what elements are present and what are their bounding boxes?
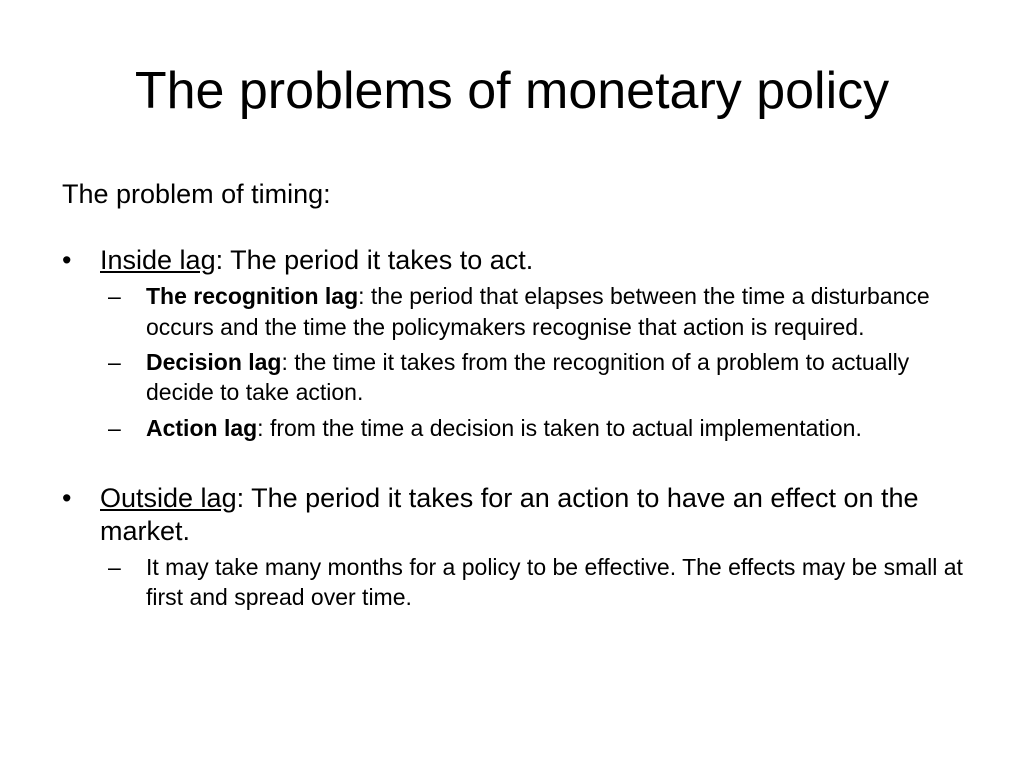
sub-bullet-text: : the time it takes from the recognition of a problem to actually decide to take action. (146, 349, 910, 406)
intro-text: The problem of timing: (62, 179, 331, 209)
slide-content (62, 178, 967, 618)
sub-bullet-list (62, 552, 967, 613)
sub-bullet-action-lag (62, 413, 967, 443)
bullet-term: Inside lag (100, 245, 216, 276)
sub-bullet-term: Action lag (146, 414, 258, 441)
slide-title: The problems of monetary policy (134, 62, 890, 120)
bullet-inside-lag (62, 244, 967, 277)
bullet-text: : The period it takes to act. (215, 245, 534, 276)
sub-bullet-text: : from the time a decision is taken to actual implementation. (257, 414, 862, 441)
sub-bullet-list (62, 281, 967, 443)
sub-bullet-marker: – (108, 283, 121, 310)
sub-bullet-marker: – (108, 414, 121, 441)
sub-bullet-marker: – (108, 349, 121, 376)
sub-bullet-recognition-lag (62, 281, 967, 342)
sub-bullet-marker: – (108, 554, 121, 580)
bullet-marker: • (62, 245, 72, 276)
sub-bullet-term: The recognition lag (146, 283, 359, 310)
sub-bullet-text: : the period that elapses between the time a disturbance occurs and the time the policymakers recognise that action is required. (146, 283, 930, 340)
bullet-text: : The period it takes for an action to have an effect on the market. (100, 483, 919, 547)
sub-bullet-effectiveness (62, 552, 967, 613)
sub-bullet-term: Decision lag (146, 349, 282, 376)
sub-bullet-decision-lag (62, 347, 967, 408)
bullet-term: Outside lag (100, 483, 237, 514)
bullet-marker: • (62, 483, 72, 514)
sub-bullet-text: It may take many months for a policy to be effective. The effects may be small at first and spread over time. (146, 554, 963, 611)
bullet-outside-lag (62, 482, 967, 548)
section-gap (62, 448, 967, 482)
